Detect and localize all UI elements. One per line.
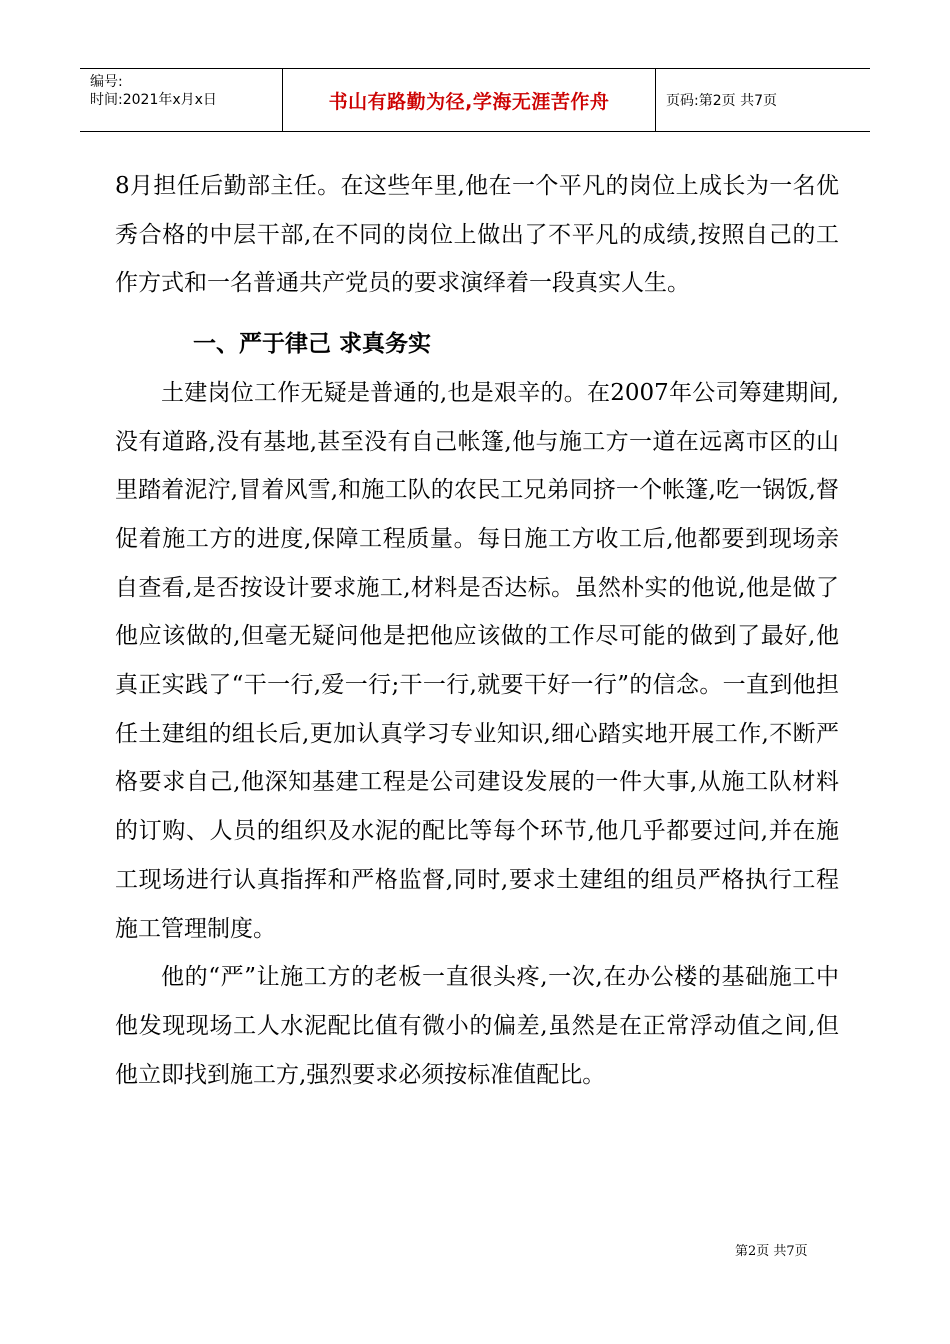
paragraph-2: 土建岗位工作无疑是普通的,也是艰辛的。在2007年公司筹建期间,没有道路,没有基地,甚至没有自己帐篷,他与施工方一道在远离市区的山里踏着泥泞,冒着风雪,和施工队的农民工兄弟同挤一个帐篷,吃一锅饭,督促着施工方的进度,保障工程质量。每日施工方收工后,他都要到现场亲自查看,是否按设计要求施工,材料是否达标。虽然朴实的他说,他是做了他应该做的,但毫无疑问他是把他应该做的工作尽可能的做到了最好,他真正实践了“干一行,爱一行;干一行,就要干好一行”的信念。一直到他担任土建组的组长后,更加认真学习专业知识,细心踏实地开展工作,不断严格要求自己,他深知基建工程是公司建设发展的一件大事,从施工队材料的订购、人员的组织及水泥的配比等每个环节,他几乎都要过问,并在施工现场进行认真指挥和严格监督,同时,要求土建组的组员严格执行工程施工管理制度。 (115, 379, 839, 942)
header-motto: 书山有路勤为径,学海无涯苦作舟 (328, 90, 610, 113)
header-time-label: 时间:2021年x月x日 (90, 92, 217, 108)
header-motto-cell (283, 69, 656, 131)
section-heading: 一、严于律己 求真务实 (193, 331, 432, 358)
header-number-label: 编号: (90, 74, 123, 90)
footer-page-number: 第2页 共7页 (735, 1244, 808, 1259)
header-page-cell (656, 69, 870, 131)
page-footer (735, 1240, 808, 1259)
paragraph-1: 8月担任后勤部主任。在这些年里,他在一个平凡的岗位上成长为一名优秀合格的中层干部,在不同的岗位上做出了不平凡的成绩,按照自己的工作方式和一名普通共产党员的要求演绎着一段真实人生。 (115, 173, 839, 297)
document-body (115, 162, 839, 1099)
page-header (80, 68, 870, 132)
header-meta (80, 69, 283, 131)
header-page-label: 页码:第2页 共7页 (666, 93, 777, 109)
paragraph-3: 他的“严”让施工方的老板一直很头疼,一次,在办公楼的基础施工中他发现现场工人水泥配比值有微小的偏差,虽然是在正常浮动值之间,但他立即找到施工方,强烈要求必须按标准值配比。 (115, 964, 839, 1088)
